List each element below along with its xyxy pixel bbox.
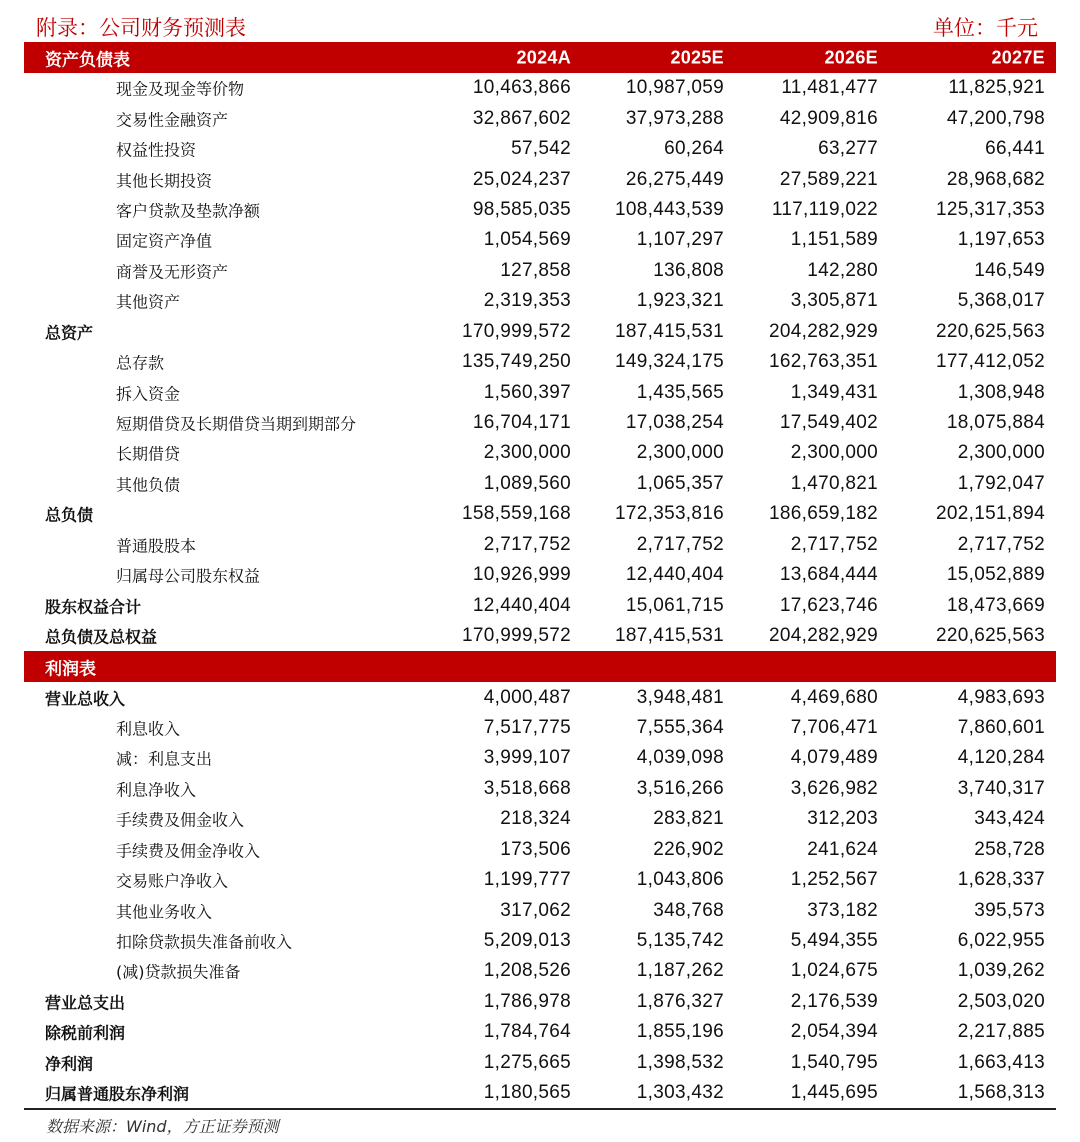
cell-value: 6,022,955: [957, 930, 1045, 952]
cell-value: 25,024,237: [472, 168, 571, 190]
cell-value: 283,821: [653, 808, 724, 830]
cell-value: 1,876,327: [636, 990, 724, 1012]
cell-value: 241,624: [807, 838, 878, 860]
row-label: 总负债及总权益: [45, 627, 158, 647]
cell-value: 1,470,821: [790, 472, 878, 494]
cell-value: 4,000,487: [483, 686, 571, 708]
table-row: [24, 1078, 1056, 1110]
row-label: 固定资产净值: [116, 231, 213, 251]
section-header: [24, 651, 1056, 682]
cell-value: 11,825,921: [948, 77, 1045, 99]
cell-value: 220,625,563: [936, 625, 1045, 647]
table-row: [24, 926, 1056, 956]
cell-value: 1,663,413: [957, 1051, 1045, 1073]
cell-value: 1,107,297: [636, 229, 724, 251]
cell-value: 4,469,680: [790, 686, 878, 708]
row-label: 手续费及佣金收入: [116, 810, 245, 830]
cell-value: 47,200,798: [946, 107, 1045, 129]
cell-value: 7,706,471: [790, 716, 878, 738]
financial-forecast-table: [24, 42, 1056, 1110]
cell-value: 348,768: [653, 899, 724, 921]
cell-value: 218,324: [500, 808, 571, 830]
row-label: 除税前利润: [45, 1023, 126, 1043]
table-row: [24, 865, 1056, 895]
cell-value: 136,808: [653, 259, 724, 281]
cell-value: 5,135,742: [636, 930, 724, 952]
cell-value: 5,209,013: [483, 930, 571, 952]
cell-value: 2,300,000: [636, 442, 724, 464]
row-label: 商誉及无形资产: [116, 262, 229, 282]
table-row: [24, 956, 1056, 986]
table-row: [24, 134, 1056, 164]
cell-value: 5,494,355: [790, 930, 878, 952]
table-row: [24, 895, 1056, 925]
cell-value: 3,305,871: [790, 290, 878, 312]
row-label: 长期借贷: [116, 444, 181, 464]
page-title: 附录：公司财务预测表: [36, 16, 246, 40]
row-label: 短期借贷及长期借贷当期到期部分: [116, 414, 357, 434]
cell-value: 57,542: [511, 138, 571, 160]
table-row: [24, 347, 1056, 377]
cell-value: 162,763,351: [769, 351, 878, 373]
row-label: 减：利息支出: [116, 749, 213, 769]
cell-value: 149,324,175: [615, 351, 724, 373]
cell-value: 146,549: [974, 259, 1045, 281]
cell-value: 10,926,999: [472, 564, 571, 586]
table-row: [24, 195, 1056, 225]
cell-value: 1,560,397: [483, 381, 571, 403]
cell-value: 187,415,531: [615, 320, 724, 342]
table-row: [24, 835, 1056, 865]
table-row: [24, 469, 1056, 499]
cell-value: 204,282,929: [769, 625, 878, 647]
cell-value: 343,424: [974, 808, 1045, 830]
table-row: [24, 286, 1056, 316]
row-label: 归属普通股东净利润: [45, 1084, 190, 1104]
cell-value: 1,784,764: [483, 1021, 571, 1043]
cell-value: 220,625,563: [936, 320, 1045, 342]
cell-value: 1,303,432: [636, 1082, 724, 1104]
cell-value: 16,704,171: [472, 412, 571, 434]
cell-value: 1,308,948: [957, 381, 1045, 403]
cell-value: 4,120,284: [957, 747, 1045, 769]
cell-value: 158,559,168: [462, 503, 571, 525]
table-row: [24, 530, 1056, 560]
cell-value: 5,368,017: [957, 290, 1045, 312]
table-row: [24, 499, 1056, 529]
table-row: [24, 774, 1056, 804]
cell-value: 11,481,477: [781, 77, 878, 99]
cell-value: 63,277: [818, 138, 878, 160]
row-label: (减)贷款损失准备: [116, 962, 241, 982]
row-label: 其他负债: [116, 475, 181, 495]
table-row: [24, 438, 1056, 468]
cell-value: 17,038,254: [625, 412, 724, 434]
cell-value: 1,855,196: [636, 1021, 724, 1043]
table-row: [24, 225, 1056, 255]
cell-value: 312,203: [807, 808, 878, 830]
row-label: 总资产: [45, 323, 94, 343]
column-header: 2027E: [991, 47, 1045, 67]
row-label: 其他长期投资: [116, 171, 213, 191]
cell-value: 1,435,565: [636, 381, 724, 403]
section-title: 资产负债表: [45, 50, 130, 70]
cell-value: 2,717,752: [957, 533, 1045, 555]
cell-value: 12,440,404: [625, 564, 724, 586]
cell-value: 26,275,449: [625, 168, 724, 190]
cell-value: 27,589,221: [779, 168, 878, 190]
row-label: 现金及现金等价物: [116, 79, 245, 99]
row-label: 营业总收入: [45, 689, 126, 709]
cell-value: 17,549,402: [779, 412, 878, 434]
cell-value: 1,199,777: [483, 869, 571, 891]
table-row: [24, 987, 1056, 1017]
cell-value: 7,860,601: [957, 716, 1045, 738]
cell-value: 202,151,894: [936, 503, 1045, 525]
row-label: 总存款: [116, 353, 165, 373]
cell-value: 135,749,250: [462, 351, 571, 373]
cell-value: 1,252,567: [790, 869, 878, 891]
cell-value: 7,517,775: [483, 716, 571, 738]
cell-value: 108,443,539: [615, 198, 724, 220]
cell-value: 3,516,266: [636, 777, 724, 799]
cell-value: 3,948,481: [636, 686, 724, 708]
cell-value: 98,585,035: [472, 198, 571, 220]
table-row: [24, 682, 1056, 712]
cell-value: 125,317,353: [936, 198, 1045, 220]
row-label: 其他资产: [116, 292, 181, 312]
cell-value: 226,902: [653, 838, 724, 860]
row-label: 净利润: [45, 1054, 94, 1074]
cell-value: 4,983,693: [957, 686, 1045, 708]
table-row: [24, 317, 1056, 347]
table-row: [24, 713, 1056, 743]
table-row: [24, 560, 1056, 590]
cell-value: 177,412,052: [936, 351, 1045, 373]
cell-value: 1,786,978: [483, 990, 571, 1012]
cell-value: 2,300,000: [790, 442, 878, 464]
cell-value: 17,623,746: [779, 594, 878, 616]
cell-value: 395,573: [974, 899, 1045, 921]
row-label: 股东权益合计: [45, 597, 142, 617]
cell-value: 2,717,752: [636, 533, 724, 555]
cell-value: 170,999,572: [462, 625, 571, 647]
cell-value: 127,858: [500, 259, 571, 281]
cell-value: 2,717,752: [790, 533, 878, 555]
row-label: 归属母公司股东权益: [116, 566, 261, 586]
table-row: [24, 164, 1056, 194]
section-title: 利润表: [45, 659, 96, 680]
cell-value: 60,264: [664, 138, 724, 160]
cell-value: 2,503,020: [957, 990, 1045, 1012]
row-label: 权益性投资: [116, 140, 197, 160]
cell-value: 317,062: [500, 899, 571, 921]
cell-value: 204,282,929: [769, 320, 878, 342]
cell-value: 1,180,565: [483, 1082, 571, 1104]
table-row: [24, 590, 1056, 620]
row-label: 营业总支出: [45, 993, 126, 1013]
unit-label: 单位：千元: [933, 16, 1038, 40]
cell-value: 10,987,059: [625, 77, 724, 99]
cell-value: 37,973,288: [625, 107, 724, 129]
row-label: 手续费及佣金净收入: [116, 841, 261, 861]
row-label: 总负债: [45, 505, 94, 525]
cell-value: 1,398,532: [636, 1051, 724, 1073]
table-row: [24, 377, 1056, 407]
cell-value: 1,923,321: [636, 290, 724, 312]
cell-value: 2,217,885: [957, 1021, 1045, 1043]
cell-value: 4,079,489: [790, 747, 878, 769]
cell-value: 15,061,715: [625, 594, 724, 616]
cell-value: 18,473,669: [946, 594, 1045, 616]
table-row: [24, 804, 1056, 834]
table-row: [24, 73, 1056, 103]
cell-value: 13,684,444: [779, 564, 878, 586]
cell-value: 117,119,022: [771, 198, 878, 220]
cell-value: 1,187,262: [636, 960, 724, 982]
cell-value: 2,300,000: [957, 442, 1045, 464]
cell-value: 1,445,695: [790, 1082, 878, 1104]
cell-value: 373,182: [807, 899, 878, 921]
cell-value: 1,792,047: [957, 472, 1045, 494]
cell-value: 32,867,602: [472, 107, 571, 129]
cell-value: 10,463,866: [472, 77, 571, 99]
cell-value: 1,151,589: [790, 229, 878, 251]
cell-value: 2,319,353: [483, 290, 571, 312]
column-header: 2024A: [516, 47, 571, 67]
cell-value: 28,968,682: [946, 168, 1045, 190]
row-label: 交易账户净收入: [116, 871, 229, 891]
cell-value: 187,415,531: [615, 625, 724, 647]
cell-value: 2,054,394: [790, 1021, 878, 1043]
table-row: [24, 743, 1056, 773]
table-row: [24, 1048, 1056, 1078]
cell-value: 12,440,404: [472, 594, 571, 616]
cell-value: 3,999,107: [483, 747, 571, 769]
cell-value: 170,999,572: [462, 320, 571, 342]
row-label: 利息收入: [116, 719, 181, 739]
cell-value: 7,555,364: [636, 716, 724, 738]
cell-value: 42,909,816: [779, 107, 878, 129]
cell-value: 1,043,806: [636, 869, 724, 891]
row-label: 交易性金融资产: [116, 110, 229, 130]
cell-value: 173,506: [500, 838, 571, 860]
cell-value: 1,065,357: [636, 472, 724, 494]
row-label: 其他业务收入: [116, 902, 213, 922]
column-header: 2026E: [824, 47, 878, 67]
cell-value: 3,740,317: [957, 777, 1045, 799]
row-label: 拆入资金: [116, 384, 181, 404]
cell-value: 1,089,560: [483, 472, 571, 494]
cell-value: 2,717,752: [483, 533, 571, 555]
row-label: 扣除贷款损失准备前收入: [116, 932, 293, 952]
cell-value: 1,540,795: [790, 1051, 878, 1073]
table-row: [24, 408, 1056, 438]
cell-value: 1,208,526: [483, 960, 571, 982]
source-note: 数据来源：Wind，方正证券预测: [46, 1117, 279, 1136]
column-header: 2025E: [670, 47, 724, 67]
row-label: 客户贷款及垫款净额: [116, 201, 261, 221]
section-header: [24, 42, 1056, 73]
cell-value: 3,518,668: [483, 777, 571, 799]
cell-value: 1,568,313: [957, 1082, 1045, 1104]
table-row: [24, 103, 1056, 133]
cell-value: 15,052,889: [946, 564, 1045, 586]
table-row: [24, 621, 1056, 651]
table-row: [24, 1017, 1056, 1047]
cell-value: 18,075,884: [946, 412, 1045, 434]
cell-value: 2,300,000: [483, 442, 571, 464]
cell-value: 1,054,569: [483, 229, 571, 251]
cell-value: 258,728: [974, 838, 1045, 860]
row-label: 利息净收入: [116, 780, 197, 800]
cell-value: 1,197,653: [957, 229, 1045, 251]
row-label: 普通股股本: [116, 536, 197, 556]
cell-value: 2,176,539: [790, 990, 878, 1012]
table-row: [24, 256, 1056, 286]
cell-value: 3,626,982: [790, 777, 878, 799]
cell-value: 142,280: [807, 259, 878, 281]
cell-value: 1,275,665: [483, 1051, 571, 1073]
cell-value: 1,628,337: [957, 869, 1045, 891]
cell-value: 1,039,262: [957, 960, 1045, 982]
cell-value: 1,349,431: [790, 381, 878, 403]
cell-value: 186,659,182: [769, 503, 878, 525]
cell-value: 4,039,098: [636, 747, 724, 769]
cell-value: 172,353,816: [615, 503, 724, 525]
cell-value: 66,441: [985, 138, 1045, 160]
cell-value: 1,024,675: [790, 960, 878, 982]
